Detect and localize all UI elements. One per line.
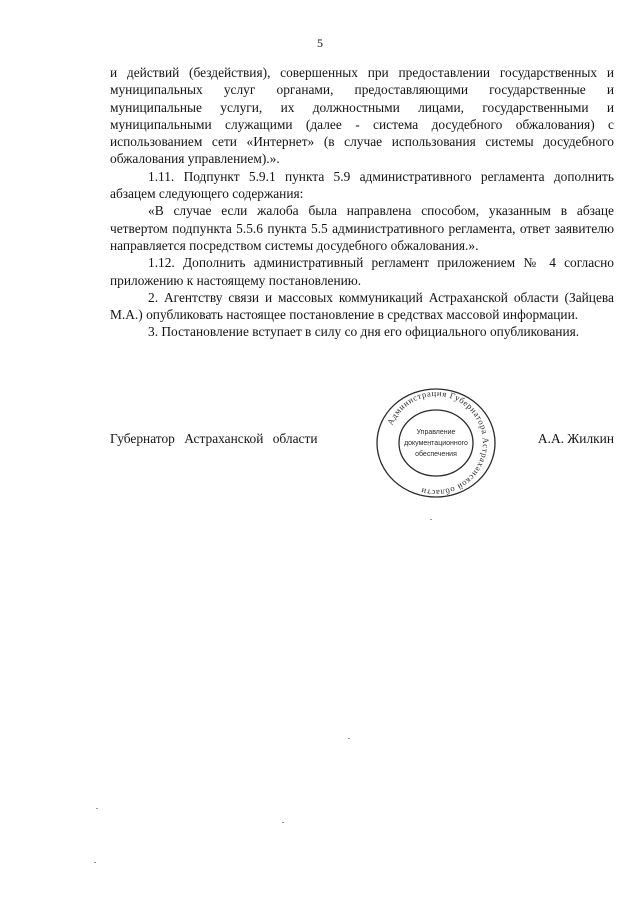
seal-inner-line-3: обеспечения bbox=[415, 451, 457, 458]
signatory-name: А.А. Жилкин bbox=[537, 431, 614, 446]
paragraph-3: 3. Постановление вступает в силу со дня его официального опубликования. bbox=[148, 324, 580, 340]
paragraph-continuation: и действий (бездействия), совершенных при предоставлении государственных и муниципальных услуг органами, предоставляющими государственные и муниципальные услуги, их должностными лицами, государственными и муниципальными служащими (далее - система досудебного обжалования) с использованием сети «Интернет» (в случае использования системы досудебного обжалования управлением).». bbox=[110, 65, 614, 167]
document-body bbox=[110, 64, 614, 341]
scan-speck bbox=[348, 738, 350, 739]
scan-speck bbox=[430, 519, 432, 520]
scan-speck bbox=[282, 822, 284, 823]
signature-block bbox=[110, 430, 614, 450]
scan-speck bbox=[94, 862, 96, 863]
paragraph-1-11: 1.11. Подпункт 5.9.1 пункта 5.9 административного регламента дополнить абзацем следующего содержания: bbox=[110, 168, 614, 202]
seal-inner-line-1: Управление bbox=[416, 429, 456, 436]
scan-speck bbox=[96, 808, 98, 809]
official-seal-stamp bbox=[372, 385, 500, 501]
signatory-position: Губернатор Астраханской области bbox=[110, 431, 318, 446]
paragraph-quote: «В случае если жалоба была направлена способом, указанным в абзаце четвертом подпункта 5.5.6 пункта 5.5 административного регламента, ответ заявителю направляется посредством системы досудебного обжалования.». bbox=[110, 203, 614, 253]
paragraph-2: 2. Агентству связи и массовых коммуникаций Астраханской области (Зайцева М.А.) опубликовать настоящее постановление в средствах массовой информации. bbox=[110, 289, 614, 323]
seal-icon bbox=[372, 385, 500, 501]
seal-ring-text: Администрация Губернатора Астраханской области bbox=[384, 387, 492, 499]
paragraph-1-12: 1.12. Дополнить административный регламент приложением № 4 согласно приложению к настоящему постановлению. bbox=[110, 255, 614, 288]
seal-inner-line-2: документационного bbox=[404, 440, 468, 447]
page-number: 5 bbox=[317, 36, 323, 50]
